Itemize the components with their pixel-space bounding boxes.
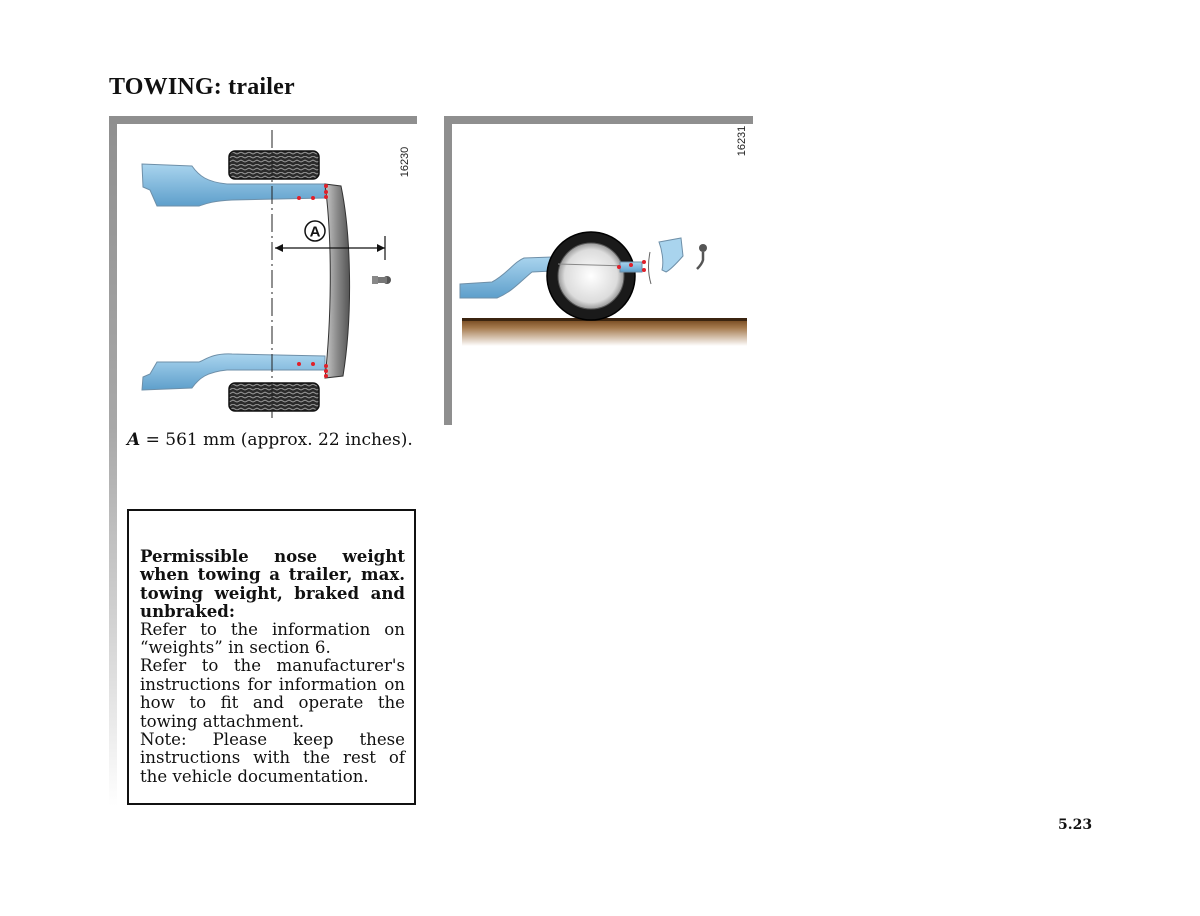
bumper-panel [659,238,683,272]
caption-text: = 561 mm (approx. 22 inches). [140,430,413,450]
figure-code: 16230 [399,146,411,178]
page-title: TOWING: trailer [109,74,295,100]
left-column-bar [109,116,117,806]
tow-ball-icon [372,276,391,284]
figure2-top-bar [444,116,753,124]
chassis-arm-side [460,257,552,298]
info-box [127,509,416,805]
figure2-left-bar [444,116,452,425]
tow-ball-side-icon [697,244,707,269]
page-number: 5.23 [1058,817,1093,833]
figure1-top-bar [109,116,417,124]
info-paragraph-weights: Refer to the information on “weights” in section 6. [140,619,405,658]
info-heading: Permissible nose weight when towing a trailer, max. towing weight, braked and unbraked: [140,546,405,622]
info-paragraph-note: Note: Please keep these instructions with the rest of the vehicle documentation. [140,730,405,786]
tyre-bottom [229,383,319,411]
tyre-top [229,151,319,179]
caption-label: A [127,430,141,450]
towbar-top-view-figure [117,124,417,424]
figure-code: 16231 [736,125,748,157]
dimension-caption [127,430,413,450]
tow-bar-crossmember [325,184,350,378]
bolt-markers [297,184,328,378]
info-paragraph-manufacturer: Refer to the manufacturer's instructions for information on how to fit and operate the towing attachment. [140,656,405,731]
bumper-outline-side [649,252,651,284]
dimension-label: A [309,223,321,241]
ground [462,318,747,346]
towbar-side-view-figure [452,124,753,364]
